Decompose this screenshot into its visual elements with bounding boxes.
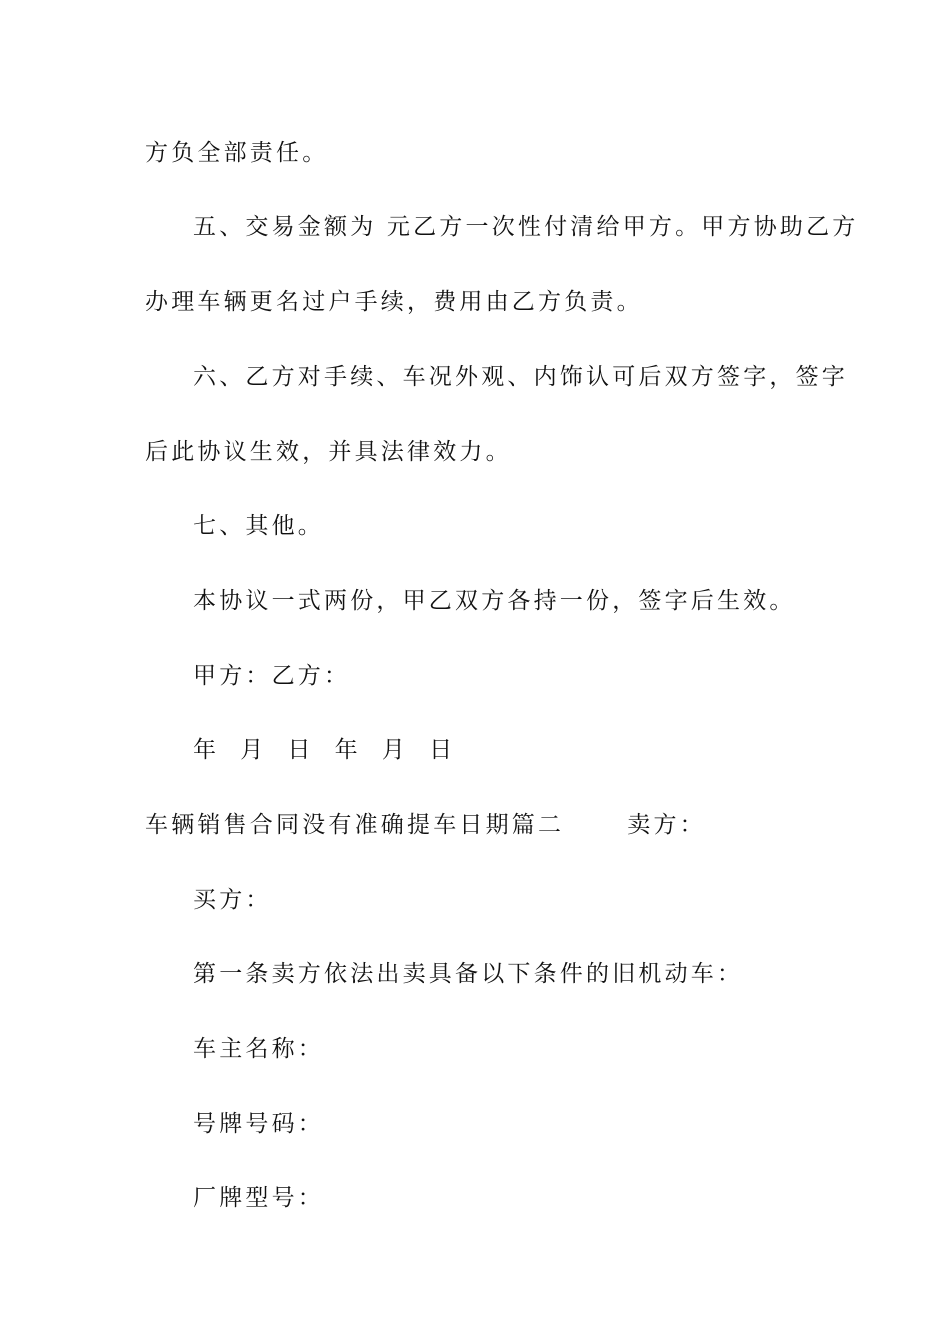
section-heading: 车辆销售合同没有准确提车日期篇二 卖方： — [145, 812, 706, 838]
brand-model-field: 厂牌型号： — [193, 1185, 324, 1211]
clause-five: 五、交易金额为 元乙方一次性付清给甲方。甲方协助乙方 — [193, 214, 859, 240]
signature-dates: 年 月 日 年 月 日 — [193, 737, 456, 763]
buyer-field: 买方： — [193, 887, 272, 913]
paragraph-line: 后此协议生效，并具法律效力。 — [145, 439, 512, 465]
agreement-copies: 本协议一式两份，甲乙双方各持一份，签字后生效。 — [193, 588, 796, 614]
clause-six: 六、乙方对手续、车况外观、内饰认可后双方签字，签字 — [193, 364, 848, 390]
owner-name-field: 车主名称： — [193, 1036, 324, 1062]
paragraph-line: 办理车辆更名过户手续，费用由乙方负责。 — [145, 289, 643, 315]
paragraph-line: 方负全部责任。 — [145, 140, 329, 166]
clause-seven: 七、其他。 — [193, 513, 324, 539]
party-signatures: 甲方：乙方： — [193, 663, 351, 689]
article-one: 第一条卖方依法出卖具备以下条件的旧机动车： — [193, 961, 744, 987]
plate-number-field: 号牌号码： — [193, 1111, 324, 1137]
